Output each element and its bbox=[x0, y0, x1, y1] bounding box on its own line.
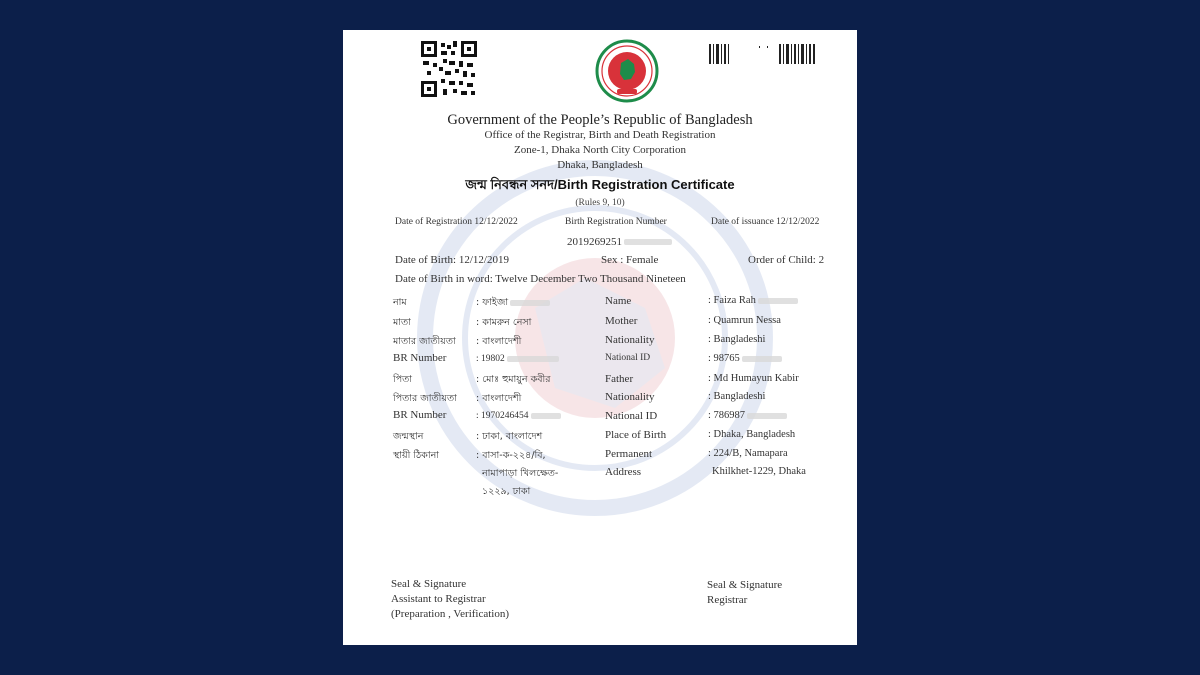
order-of-child: Order of Child: 2 bbox=[748, 254, 825, 266]
birth-certificate-document bbox=[343, 30, 857, 645]
date-of-issuance: Date of issuance 12/12/2022 bbox=[711, 217, 820, 227]
bn-value-address-line1: : বাসা-ক-২২৪/বি, bbox=[476, 450, 546, 461]
bn-label-mother: মাতা bbox=[393, 317, 411, 328]
redaction-mark bbox=[531, 413, 561, 419]
sex: Sex : Female bbox=[601, 254, 659, 266]
en-value-address-line2: Khilkhet-1229, Dhaka bbox=[712, 466, 806, 477]
bn-label-father-nationality: পিতার জাতীয়তা bbox=[393, 393, 457, 404]
left-signature-line1: Seal & Signature bbox=[391, 578, 467, 590]
en-label-mother: Mother bbox=[605, 315, 638, 327]
en-label-mother-nationality: Nationality bbox=[605, 334, 655, 346]
redaction-mark bbox=[624, 239, 672, 245]
bn-label-mother-br-number: BR Number bbox=[393, 352, 447, 364]
redaction-mark bbox=[507, 356, 559, 362]
zone-name: Zone-1, Dhaka North City Corporation bbox=[514, 144, 686, 156]
en-value-place-of-birth: : Dhaka, Bangladesh bbox=[708, 429, 796, 440]
date-of-birth-in-word: Date of Birth in word: Twelve December Two Thousand Nineteen bbox=[395, 273, 686, 285]
bn-label-place-of-birth: জন্মস্থান bbox=[393, 431, 424, 442]
en-label-father-nationality: Nationality bbox=[605, 391, 655, 403]
bn-label-name: নাম bbox=[393, 297, 407, 308]
office-name: Office of the Registrar, Birth and Death Registration bbox=[484, 129, 716, 141]
en-value-father-national-id bbox=[708, 410, 787, 421]
bn-value-father: : মোঃ হুমায়ুন কবীর bbox=[476, 374, 551, 385]
en-value-address-line1: : 224/B, Namapara bbox=[708, 448, 788, 459]
en-value-father-nid-text: : 786987 bbox=[708, 410, 746, 421]
bn-value-place-of-birth: : ঢাকা, বাংলাদেশ bbox=[476, 431, 543, 442]
right-signature-line2: Registrar bbox=[707, 594, 748, 606]
birth-registration-number-value: 2019269251 bbox=[567, 236, 622, 248]
en-value-mother-nationality: : Bangladeshi bbox=[708, 334, 766, 345]
en-value-father-nationality: : Bangladeshi bbox=[708, 391, 766, 402]
bn-label-permanent-address: স্থায়ী ঠিকানা bbox=[393, 450, 439, 461]
certificate-title: জন্ম নিবন্ধন সনদ/Birth Registration Certificate bbox=[465, 177, 735, 192]
redaction-mark bbox=[742, 356, 782, 362]
bn-value-mother-nationality: : বাংলাদেশী bbox=[476, 336, 522, 347]
en-label-address: Address bbox=[605, 466, 642, 478]
city-name: Dhaka, Bangladesh bbox=[557, 159, 643, 171]
bn-label-mother-nationality: মাতার জাতীয়তা bbox=[393, 336, 456, 347]
redaction-mark bbox=[747, 413, 787, 419]
en-label-permanent: Permanent bbox=[605, 448, 653, 460]
bn-value-mother-br-number bbox=[476, 354, 559, 364]
en-value-name-text: : Faiza Rah bbox=[708, 295, 756, 306]
en-value-father: : Md Humayun Kabir bbox=[708, 373, 799, 384]
barcode-icon bbox=[709, 44, 817, 64]
bn-value-father-br-text: : 1970246454 bbox=[476, 411, 529, 421]
bn-value-address-line3: ১২২৯, ঢাকা bbox=[482, 486, 531, 497]
date-of-birth: Date of Birth: 12/12/2019 bbox=[395, 254, 509, 266]
rules-reference: (Rules 9, 10) bbox=[575, 198, 625, 208]
bn-label-father: পিতা bbox=[393, 374, 413, 385]
en-label-mother-national-id: National ID bbox=[605, 353, 651, 363]
en-label-place-of-birth: Place of Birth bbox=[605, 429, 667, 441]
en-label-name: Name bbox=[605, 295, 632, 307]
en-value-mother-nid-text: : 98765 bbox=[708, 353, 740, 364]
bn-label-father-br-number: BR Number bbox=[393, 409, 447, 421]
date-of-registration: Date of Registration 12/12/2022 bbox=[395, 217, 518, 227]
redaction-mark bbox=[758, 298, 798, 304]
birth-registration-number-label: Birth Registration Number bbox=[565, 217, 667, 227]
bn-value-mother-br-text: : 19802 bbox=[476, 354, 505, 364]
government-title: Government of the People’s Republic of Bangladesh bbox=[447, 112, 753, 128]
bn-value-address-line2: নামাপাড়া খিলক্ষেত- bbox=[482, 468, 559, 479]
redaction-mark bbox=[510, 300, 550, 306]
bn-value-name bbox=[476, 296, 550, 311]
bn-value-father-nationality: : বাংলাদেশী bbox=[476, 393, 522, 404]
en-value-mother-national-id bbox=[708, 353, 782, 364]
en-value-name bbox=[708, 295, 798, 306]
qr-code-icon bbox=[421, 41, 477, 97]
right-signature-line1: Seal & Signature bbox=[707, 579, 783, 591]
birth-registration-number bbox=[567, 236, 672, 248]
government-emblem-icon bbox=[595, 39, 659, 103]
left-signature-line3: (Preparation , Verification) bbox=[391, 608, 510, 620]
en-label-father-national-id: National ID bbox=[605, 410, 658, 422]
left-signature-line2: Assistant to Registrar bbox=[391, 593, 486, 605]
en-label-father: Father bbox=[605, 373, 634, 385]
bn-value-name-text: : ফাইজা bbox=[476, 297, 509, 308]
en-value-mother: : Quamrun Nessa bbox=[708, 315, 781, 326]
bn-value-father-br-number bbox=[476, 411, 561, 421]
bn-value-mother: : কামরুন নেসা bbox=[476, 317, 532, 328]
